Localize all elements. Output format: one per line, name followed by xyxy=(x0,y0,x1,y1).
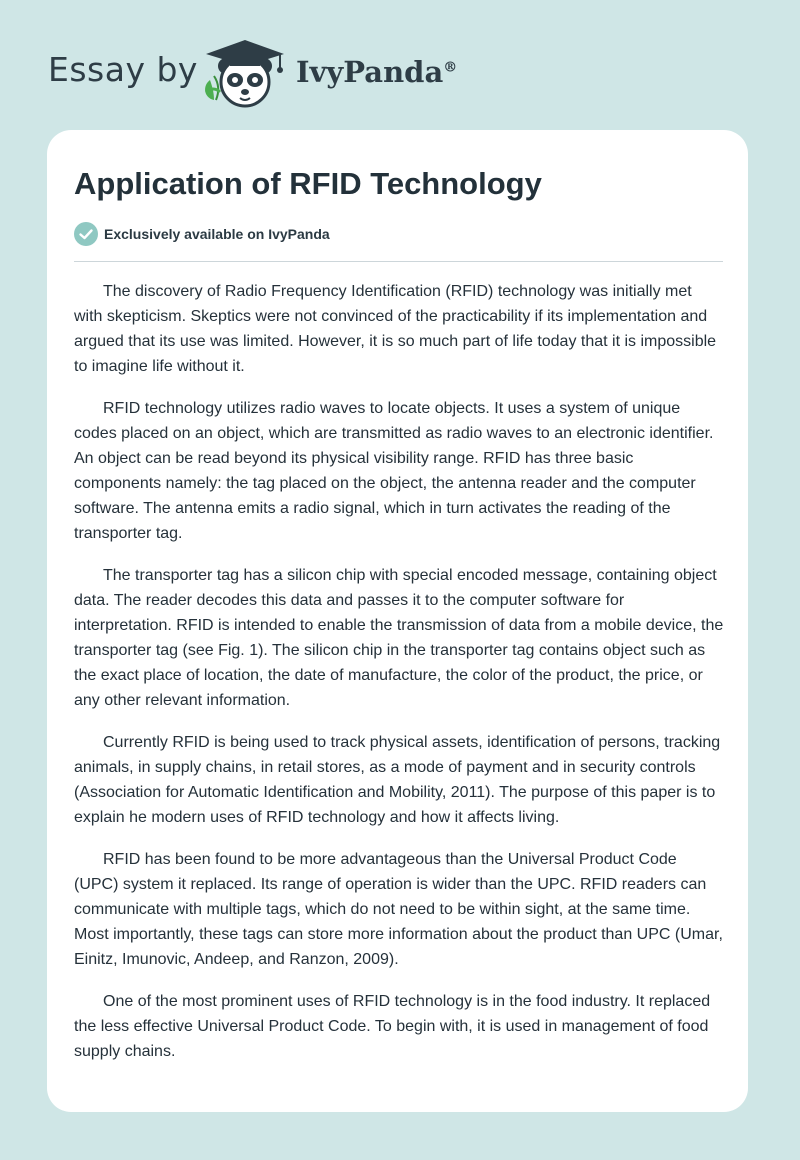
paragraph: RFID has been found to be more advantageous than the Universal Product Code (UPC) system it replaced. Its range of operation is wider than the UPC. RFID readers can communicate with multiple tags, which do not need to be within sight, at the same time. Most importantly, these tags can store more information about the product than UPC (Umar, Einitz, Imunovic, Andeep, and Ranzon, 2009). xyxy=(74,851,723,968)
brand-prefix: Essay by xyxy=(48,50,198,89)
page-title: Application of RFID Technology xyxy=(74,166,542,201)
paragraph: Currently RFID is being used to track physical assets, identification of persons, tracking animals, in supply chains, in retail stores, as a mode of payment and in security controls (Association for Automatic Identification and Mobility, 2011). The purpose of this paper is to explain he modern uses of RFID technology and how it affects living. xyxy=(74,734,721,826)
divider xyxy=(74,261,723,262)
essay-card xyxy=(47,130,748,1112)
site-header xyxy=(0,0,800,130)
brand-name[interactable] xyxy=(296,55,457,89)
check-circle-icon xyxy=(74,222,98,246)
badge-text: Exclusively available on IvyPanda xyxy=(104,226,330,242)
panda-graduation-cap-icon[interactable] xyxy=(200,36,290,110)
paragraph: The transporter tag has a silicon chip with special encoded message, containing object data. The reader decodes this data and passes it to the computer software for interpretation. RFID is intended to enable the transmission of data from a mobile device, the transporter tag (see Fig. 1). The silicon chip in the transporter tag contains object such as the exact place of location, the date of manufacture, the color of the product, the price, or any other relevant information. xyxy=(74,567,724,709)
brand-name-text: IvyPanda xyxy=(296,55,444,89)
registered-mark: ® xyxy=(443,59,458,76)
paragraph: The discovery of Radio Frequency Identification (RFID) technology was initially met with skepticism. Skeptics were not convinced of the practicability if its implementation and argued that its use was limited. However, it is so much part of life today that it is impossible to imagine life without it. xyxy=(74,283,717,375)
exclusive-badge xyxy=(74,222,330,246)
paragraph: RFID technology utilizes radio waves to locate objects. It uses a system of unique codes placed on an object, which are transmitted as radio waves to an electronic identifier. An object can be read beyond its physical visibility range. RFID has three basic components namely: the tag placed on the object, the antenna reader and the computer software. The antenna emits a radio signal, which in turn activates the reading of the transporter tag. xyxy=(74,400,714,542)
paragraph: One of the most prominent uses of RFID technology is in the food industry. It replaced the less effective Universal Product Code. To begin with, it is used in management of food supply chains. xyxy=(74,993,711,1060)
essay-body xyxy=(74,279,724,1081)
